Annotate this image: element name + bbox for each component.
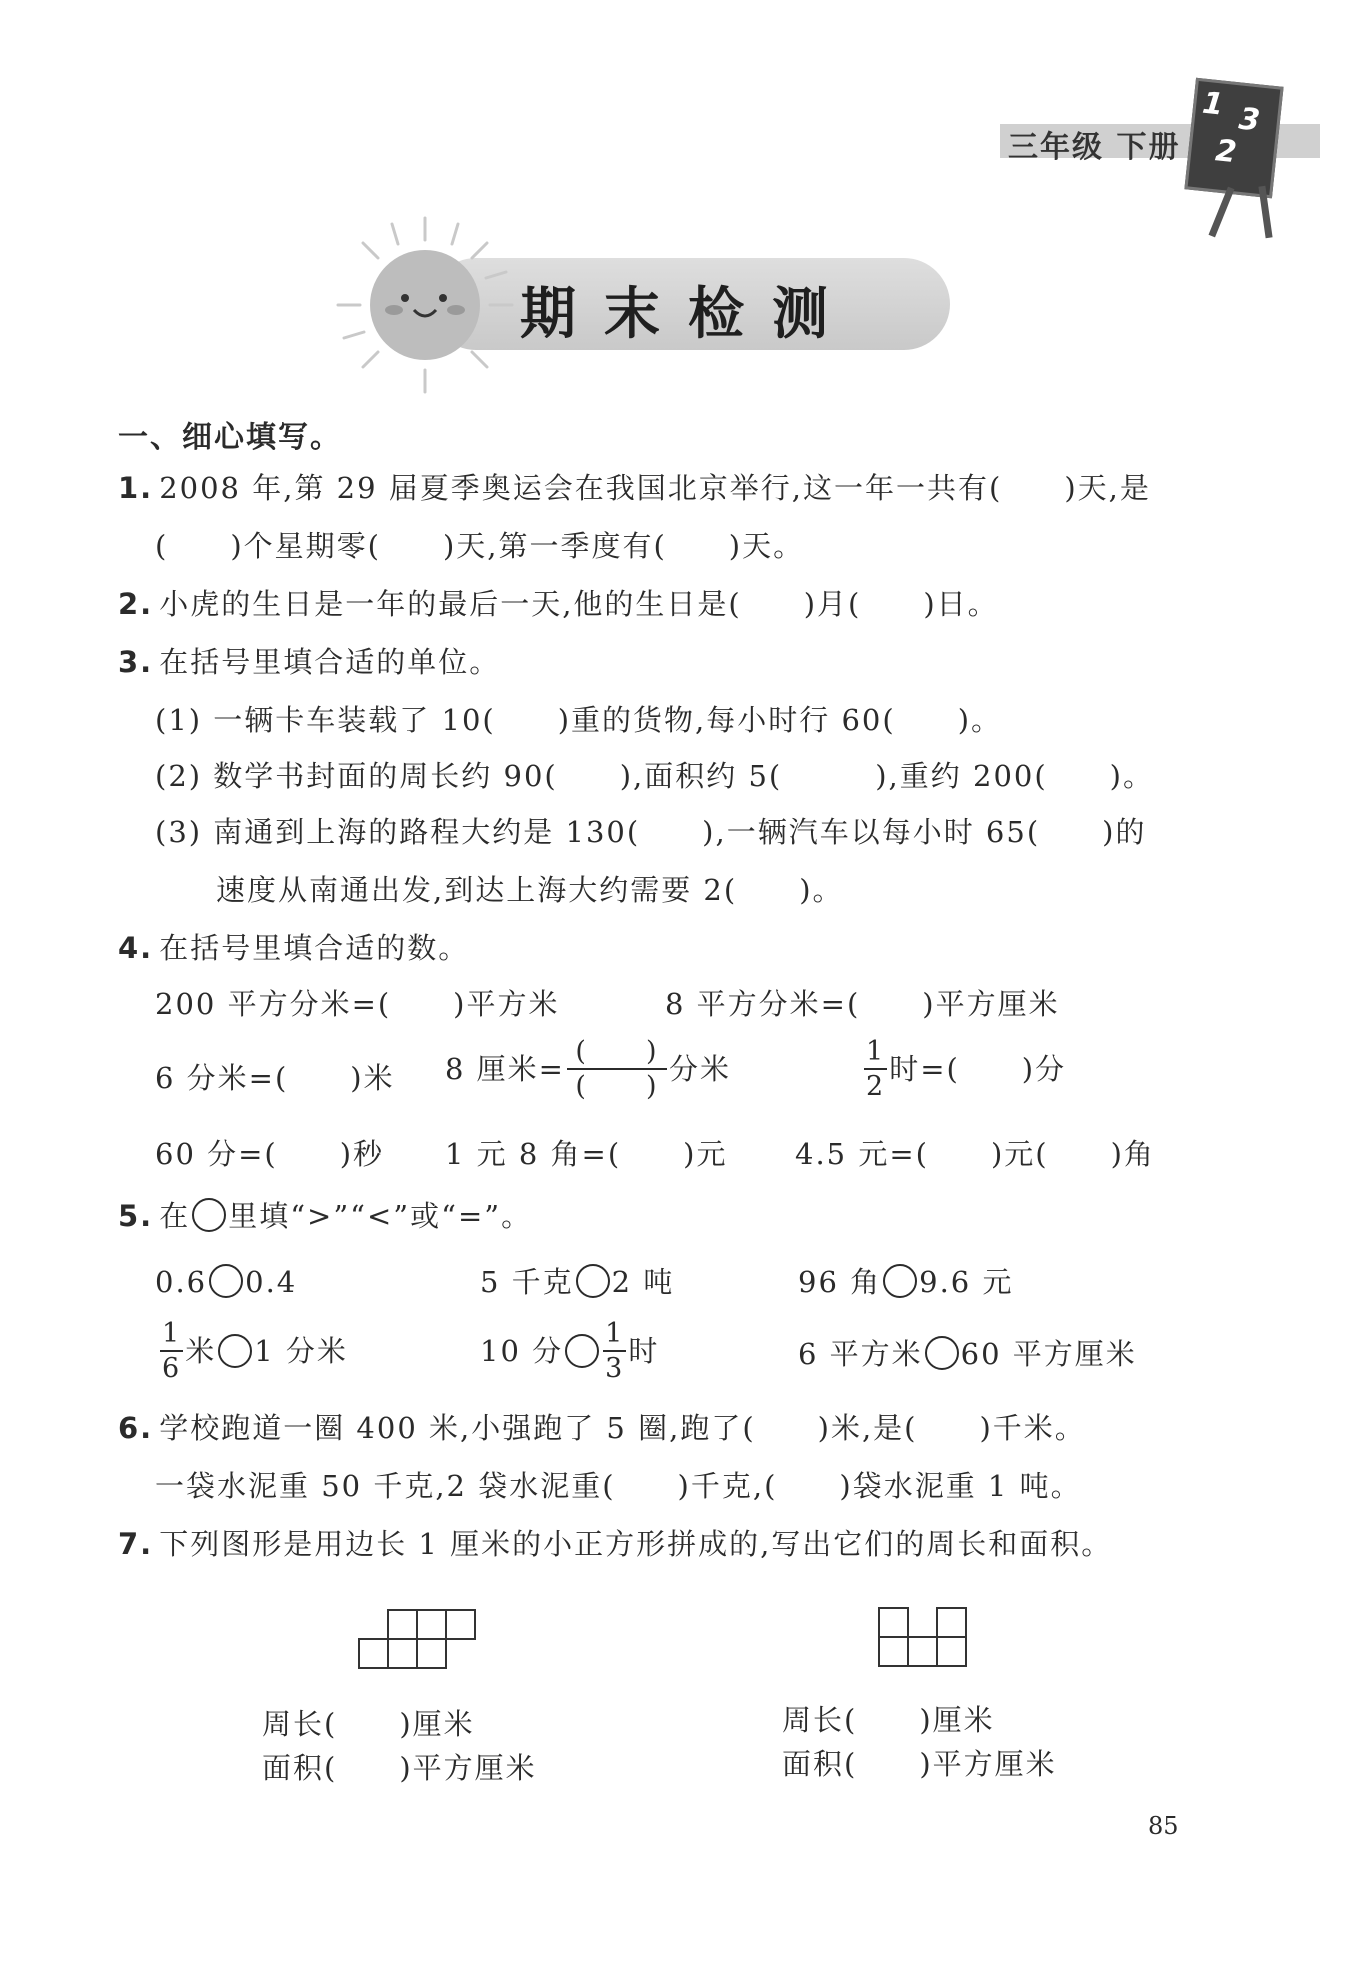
q4-item-f: 60 分=( )秒 bbox=[155, 1137, 385, 1171]
q5-item-e: 10 分 $\frac{1}{3}$ 时 bbox=[480, 1318, 660, 1384]
q4-item-b: 8 平方分米=( )平方厘米 bbox=[665, 987, 1060, 1021]
fraction: $\frac{( )}{( )}$ bbox=[567, 1038, 667, 1100]
q5-item-a: 0.6 0.4 bbox=[155, 1265, 298, 1299]
grade-label: 三年级 下册 bbox=[1008, 130, 1181, 165]
q4-item-a: 200 平方分米=( )平方米 bbox=[155, 987, 560, 1021]
compare-circle[interactable] bbox=[576, 1264, 610, 1298]
q5-item-d: $\frac{1}{6}$ 米 1 分米 bbox=[162, 1318, 348, 1384]
left-perimeter: 周长( )厘米 bbox=[262, 1707, 475, 1741]
question-3-part2: (2) 数学书封面的周长约 90( ),面积约 5( ),重约 200( )。 bbox=[155, 759, 1154, 793]
fraction: $\frac{1}{2}$ bbox=[866, 1036, 886, 1102]
right-perimeter: 周长( )厘米 bbox=[782, 1703, 995, 1737]
q5-item-b: 5 千克 2 吨 bbox=[480, 1265, 675, 1299]
question-1: 1. 2008 年,第 29 届夏季奥运会在我国北京举行,这一年一共有( )天,是 bbox=[118, 471, 1151, 505]
compare-circle[interactable] bbox=[218, 1334, 252, 1368]
section-heading: 一、细心填写。 bbox=[118, 420, 342, 455]
question-7: 7. 下列图形是用边长 1 厘米的小正方形拼成的,写出它们的周长和面积。 bbox=[118, 1527, 1113, 1561]
q4-item-e: $\frac{1}{2}$ 时=( )分 bbox=[866, 1036, 1067, 1102]
q4-item-c: 6 分米=( )米 bbox=[155, 1061, 395, 1095]
question-4: 4. 在括号里填合适的数。 bbox=[118, 931, 470, 965]
question-3: 3. 在括号里填合适的单位。 bbox=[118, 645, 501, 679]
fraction: $\frac{1}{6}$ bbox=[162, 1318, 182, 1384]
q4-item-h: 4.5 元=( )元( )角 bbox=[795, 1137, 1155, 1171]
compare-circle[interactable] bbox=[209, 1264, 243, 1298]
q5-item-c: 96 角 9.6 元 bbox=[798, 1265, 1014, 1299]
question-5: 5. 在 里填“>”“<”或“=”。 bbox=[118, 1199, 533, 1233]
right-area: 面积( )平方厘米 bbox=[782, 1747, 1057, 1781]
question-2: 2. 小虎的生日是一年的最后一天,他的生日是( )月( )日。 bbox=[118, 587, 999, 621]
question-3-part1: (1) 一辆卡车装载了 10( )重的货物,每小时行 60( )。 bbox=[155, 703, 1003, 737]
question-1-line2: ( )个星期零( )天,第一季度有( )天。 bbox=[155, 529, 805, 563]
q4-item-g: 1 元 8 角=( )元 bbox=[445, 1137, 728, 1171]
compare-circle bbox=[192, 1198, 226, 1232]
sun-icon bbox=[330, 210, 520, 400]
page-title: 期末检测 bbox=[520, 282, 856, 347]
question-3-part3-cont: 速度从南通出发,到达上海大约需要 2( )。 bbox=[216, 873, 844, 907]
question-6: 6. 学校跑道一圈 400 米,小强跑了 5 圈,跑了( )米,是( )千米。 bbox=[118, 1411, 1086, 1445]
compare-circle[interactable] bbox=[565, 1334, 599, 1368]
fraction: $\frac{1}{3}$ bbox=[605, 1318, 625, 1384]
chalkboard-leg bbox=[1209, 187, 1235, 238]
page-number: 85 bbox=[1148, 1812, 1179, 1840]
compare-circle[interactable] bbox=[883, 1264, 917, 1298]
compare-circle[interactable] bbox=[925, 1336, 959, 1370]
q5-item-f: 6 平方米 60 平方厘米 bbox=[798, 1337, 1137, 1371]
left-area: 面积( )平方厘米 bbox=[262, 1751, 537, 1785]
q4-item-d: 8 厘米= $\frac{( )}{( )}$ 分米 bbox=[445, 1036, 731, 1102]
chalkboard-icon: 1 3 2 bbox=[1184, 78, 1283, 199]
question-3-part3: (3) 南通到上海的路程大约是 130( ),一辆汽车以每小时 65( )的 bbox=[155, 815, 1147, 849]
question-6-line2: 一袋水泥重 50 千克,2 袋水泥重( )千克,( )袋水泥重 1 吨。 bbox=[155, 1469, 1082, 1503]
